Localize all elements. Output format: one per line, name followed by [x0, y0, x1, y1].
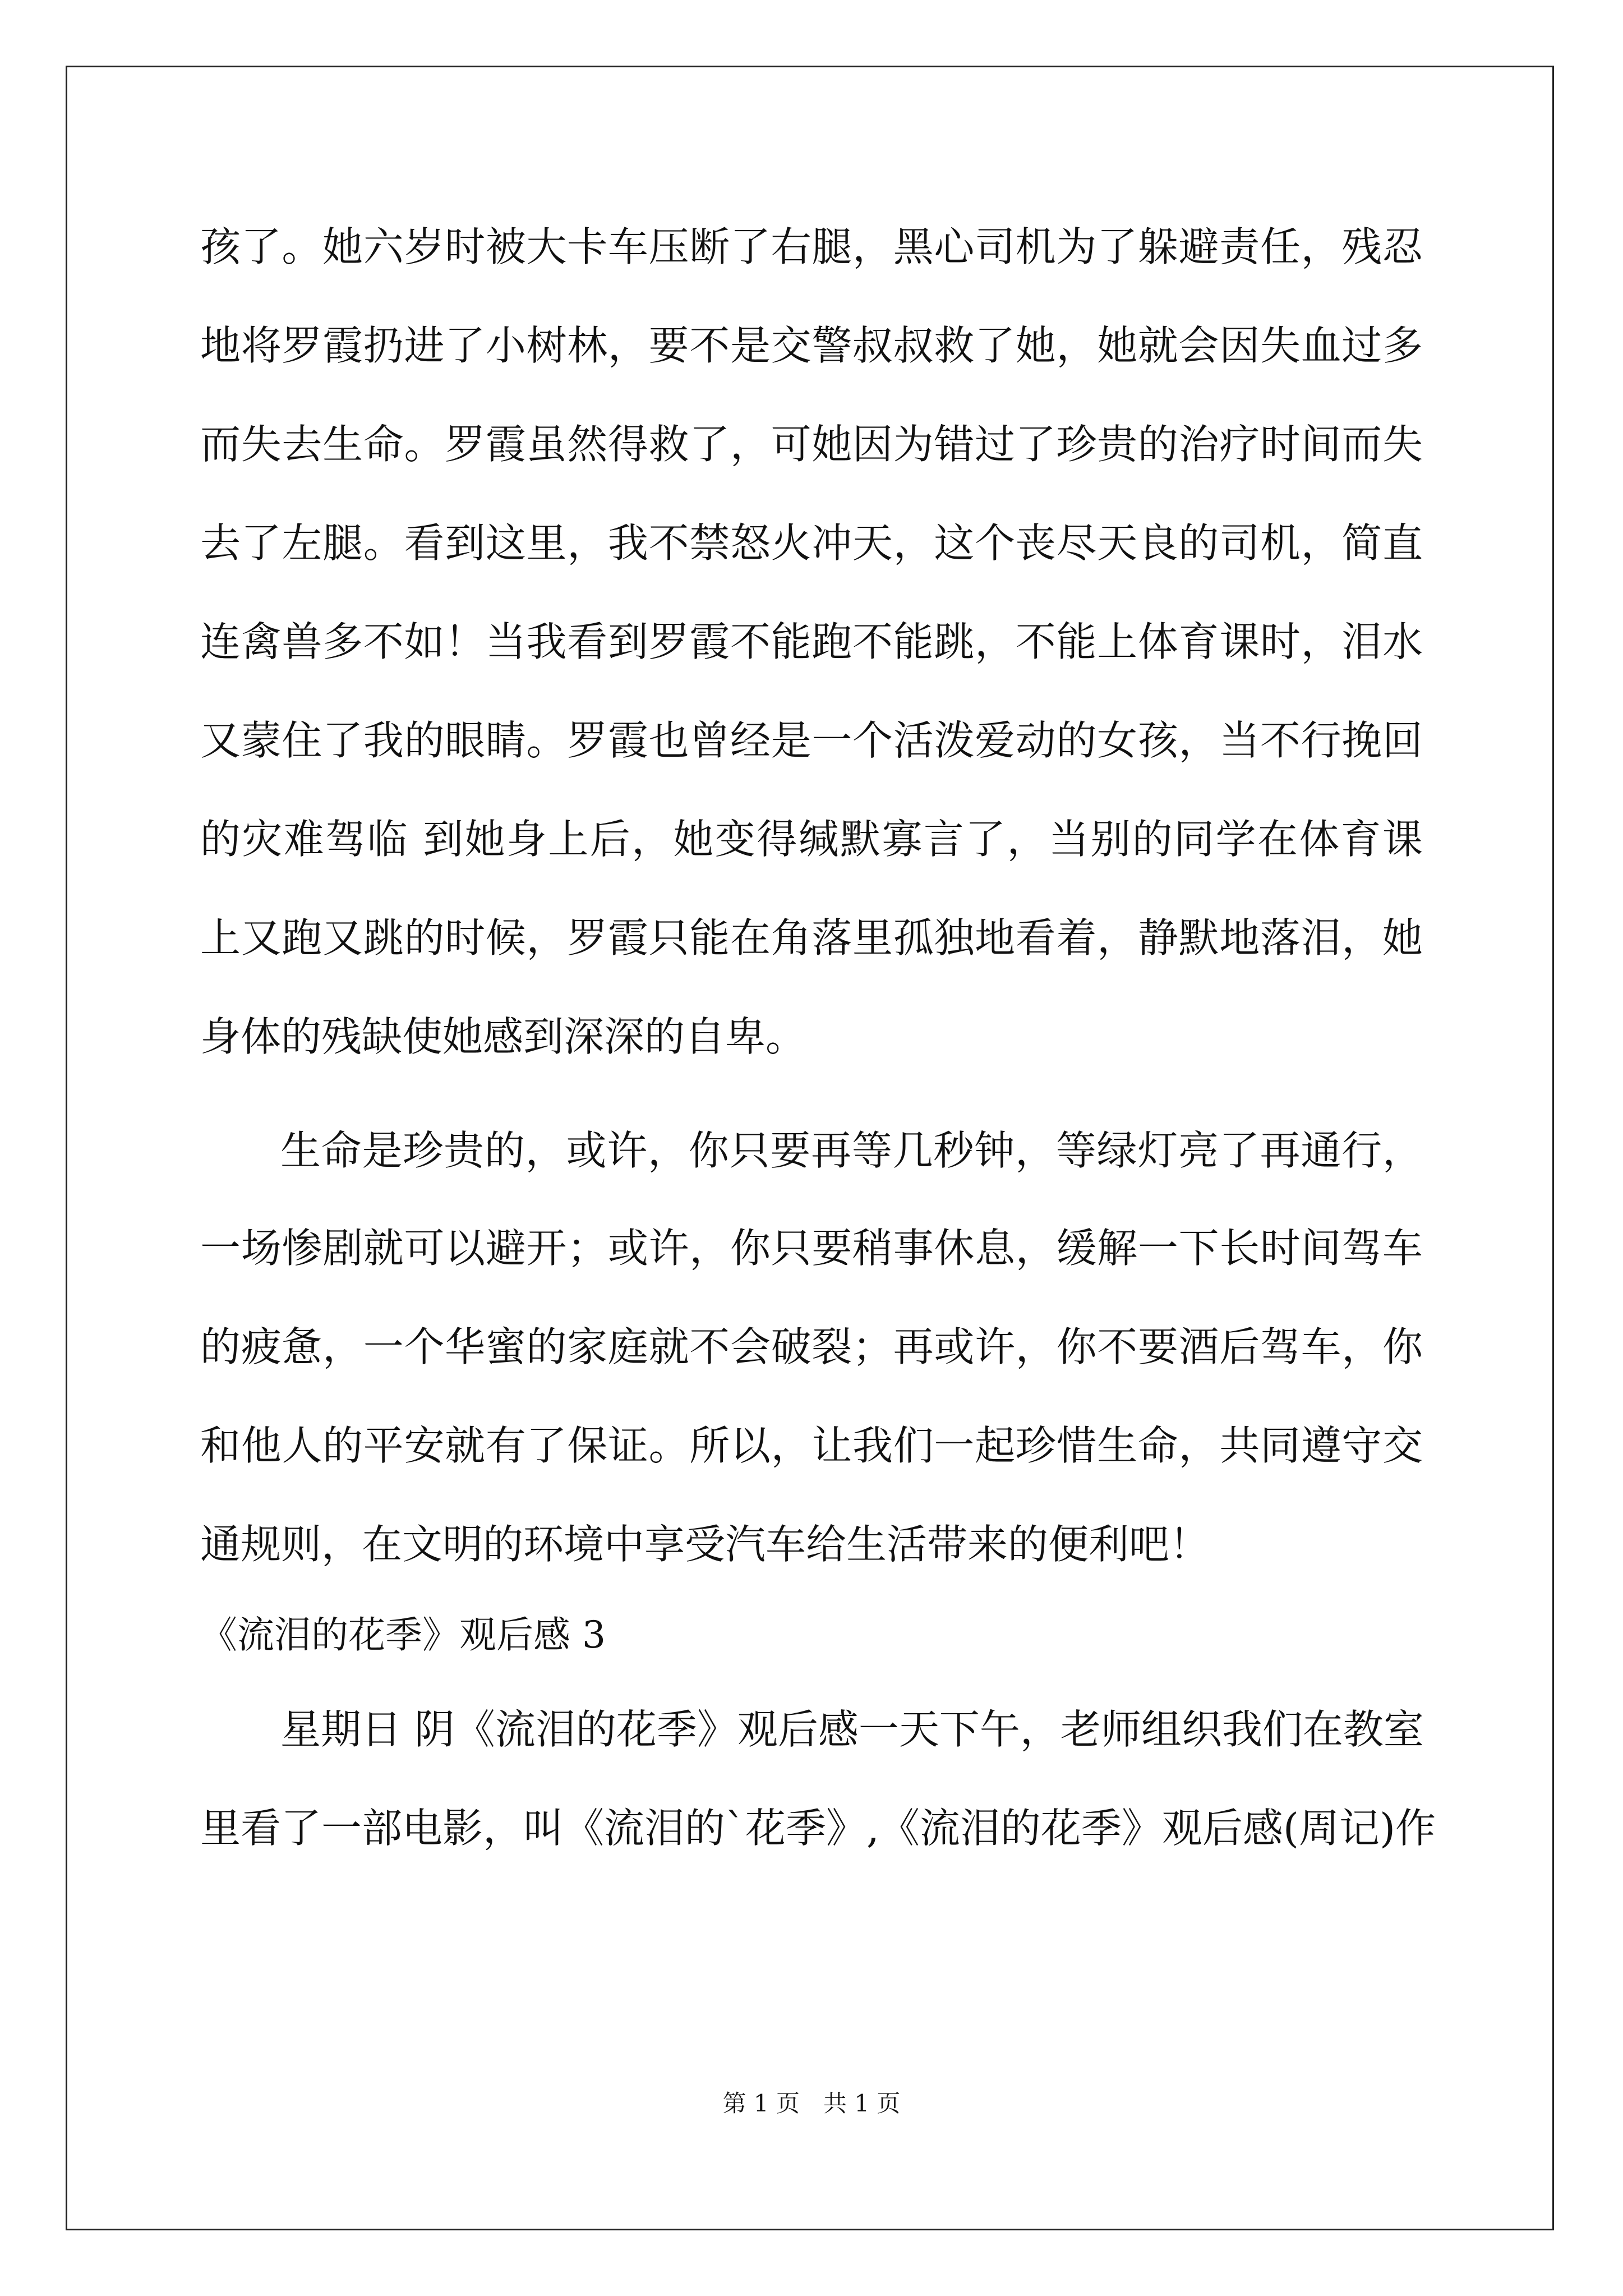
text-line: 星期日 阴《流泪的花季》观后感一天下午，老师组织我们在教室 [280, 1706, 1424, 1753]
text-line: 里看了一部电影，叫《流泪的`花季》,《流泪的花季》观后感(周记)作 [200, 1805, 1436, 1852]
text-line: 地将罗霞扔进了小树林，要不是交警叔叔救了她，她就会因失血过多 [200, 322, 1423, 369]
text-line: 连禽兽多不如！当我看到罗霞不能跑不能跳，不能上体育课时，泪水 [200, 618, 1423, 665]
text-line: 的疲惫，一个华蜜的家庭就不会破裂；再或许，你不要酒后驾车，你 [200, 1323, 1423, 1370]
text-line: 的灾难驾临 到她身上后，她变得缄默寡言了，当别的同学在体育课 [200, 816, 1423, 863]
text-line: 孩了。她六岁时被大卡车压断了右腿，黑心司机为了躲避责任，残忍 [200, 223, 1423, 270]
text-line: 通规则，在文明的环境中享受汽车给生活带来的便利吧！ [200, 1521, 1210, 1568]
text-line: 去了左腿。看到这里，我不禁怒火冲天，这个丧尽天良的司机，简直 [200, 519, 1423, 567]
text-line: 而失去生命。罗霞虽然得救了，可她因为错过了珍贵的治疗时间而失 [200, 421, 1423, 468]
text-line: 上又跑又跳的时候，罗霞只能在角落里孤独地看着，静默地落泪，她 [200, 914, 1423, 961]
text-line: 一场惨剧就可以避开；或许，你只要稍事休息，缓解一下长时间驾车 [200, 1225, 1423, 1272]
text-line: 又蒙住了我的眼睛。罗霞也曾经是一个活泼爱动的女孩，当不行挽回 [200, 717, 1423, 764]
text-line: 身体的残缺使她感到深深的自卑。 [200, 1013, 806, 1060]
text-line: 生命是珍贵的，或许，你只要再等几秒钟，等绿灯亮了再通行， [280, 1127, 1423, 1174]
text-line: 和他人的平安就有了保证。所以，让我们一起珍惜生命，共同遵守交 [200, 1422, 1423, 1469]
page-footer: 第 1 页 共 1 页 [722, 2090, 901, 2117]
section-heading: 《流泪的花季》观后感 3 [200, 1613, 606, 1657]
